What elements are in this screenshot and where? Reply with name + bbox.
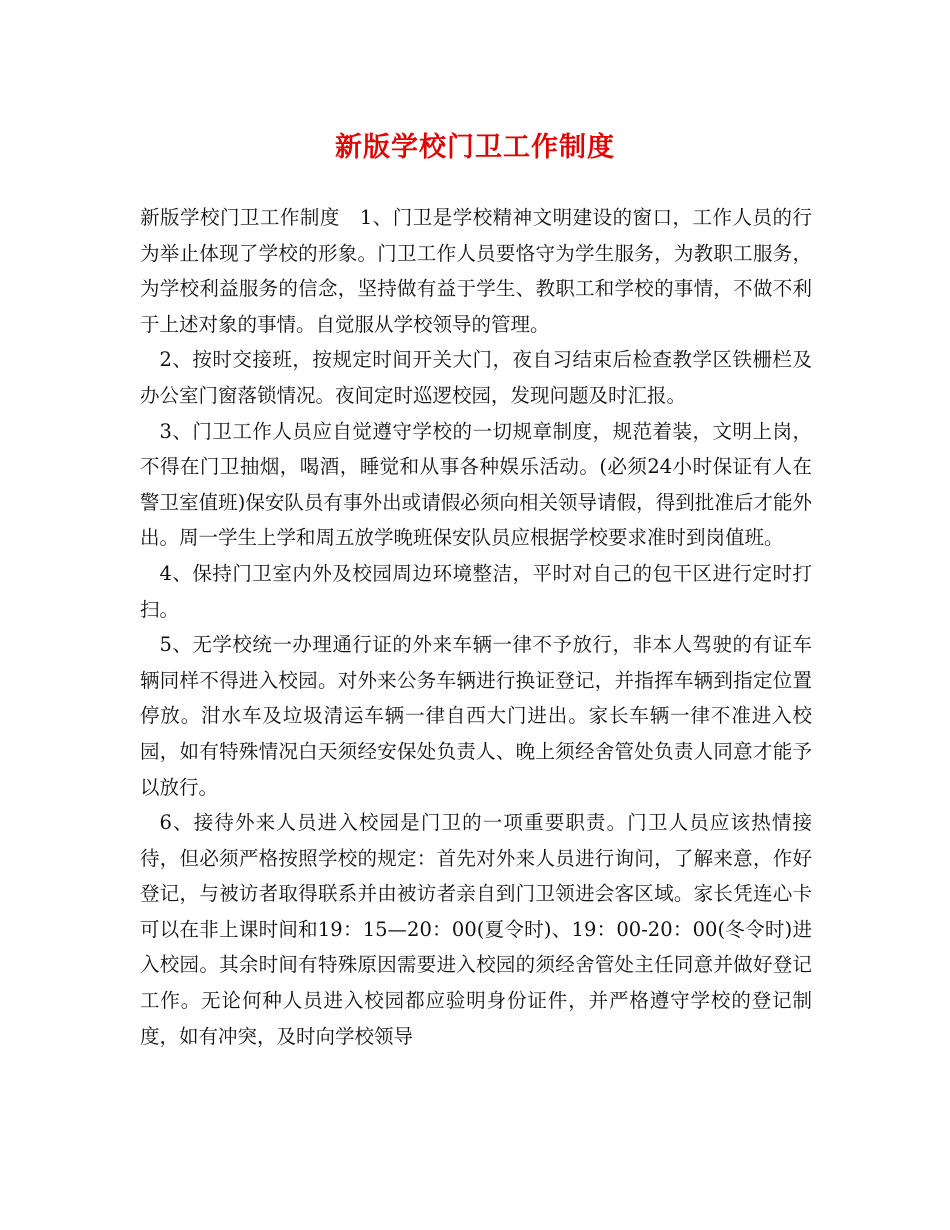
document-title: 新版学校门卫工作制度 xyxy=(335,132,615,163)
paragraph-4: 4、保持门卫室内外及校园周边环境整洁，平时对自己的包干区进行定时打扫。 xyxy=(140,561,812,621)
paragraph-5: 5、无学校统一办理通行证的外来车辆一律不予放行，非本人驾驶的有证车辆同样不得进入校园。对外来公务车辆进行换证登记，并指挥车辆到指定位置停放。泔水车及垃圾清运车辆一律自西大门进出。家长车辆一律不准进入校园，如有特殊情况白天须经安保处负责人、晚上须经舍管处负责人同意才能予以放行。 xyxy=(140,633,812,799)
paragraph-3: 3、门卫工作人员应自觉遵守学校的一切规章制度，规范着装，文明上岗，不得在门卫抽烟，喝酒，睡觉和从事各种娱乐活动。(必须24小时保证有人在警卫室值班)保安队员有事外出或请假必须向相关领导请假，得到批准后才能外出。周一学生上学和周五放学晚班保安队员应根据学校要求准时到岗值班。 xyxy=(140,419,812,550)
paragraph-6: 6、接待外来人员进入校园是门卫的一项重要职责。门卫人员应该热情接待，但必须严格按照学校的规定：首先对外来人员进行询问，了解来意，作好登记，与被访者取得联系并由被访者亲自到门卫领进会客区域。家长凭连心卡可以在非上课时间和19：15—20：00(夏令时)、19：00-20：00(冬令时)进入校园。其余时间有特殊原因需要进入校园的须经舍管处主任同意并做好登记工作。无论何种人员进入校园都应验明身份证件，并严格遵守学校的登记制度，如有冲突，及时向学校领导 xyxy=(140,811,812,1048)
paragraph-2: 2、按时交接班，按规定时间开关大门，夜自习结束后检查教学区铁栅栏及办公室门窗落锁情况。夜间定时巡逻校园，发现问题及时汇报。 xyxy=(140,348,812,407)
document-body xyxy=(140,200,812,1054)
paragraph-1: 新版学校门卫工作制度 1、门卫是学校精神文明建设的窗口，工作人员的行为举止体现了学校的形象。门卫工作人员要恪守为学生服务，为教职工服务，为学校利益服务的信念，坚持做有益于学生、教职工和学校的事情，不做不利于上述对象的事情。自觉服从学校领导的管理。 xyxy=(140,206,812,336)
